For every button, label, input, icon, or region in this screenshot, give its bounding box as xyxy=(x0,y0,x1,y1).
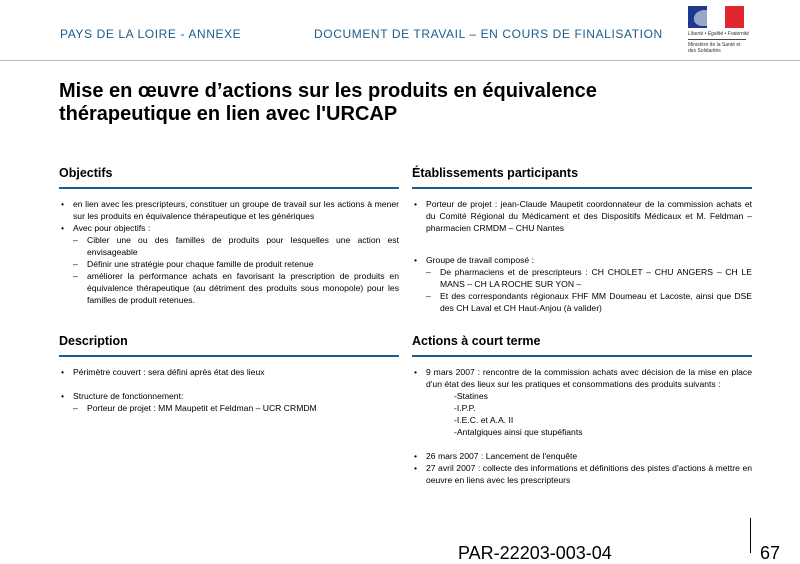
page-title: Mise en œuvre d’actions sur les produits en équivalence thérapeutique en lien avec l'URCAP xyxy=(59,80,597,125)
logo-ministry: Ministère de la Santé et des Solidarités xyxy=(688,42,741,54)
section-body xyxy=(59,198,399,306)
section-etablissements xyxy=(412,166,752,314)
product-item: -I.E.C. et A.A. II xyxy=(454,415,514,425)
header-divider xyxy=(0,60,800,61)
sub-list-item: – De pharmaciens et de prescripteurs : CH CHOLET – CHU ANGERS – CH LE MANS – CH LA ROCHE SUR YON – xyxy=(440,266,752,290)
section-body xyxy=(412,198,752,314)
list-item-label: 9 mars 2007 : rencontre de la commission achats avec décision de la mise en place d'un état des lieux sur les pratiques et consommations des produits suivants : xyxy=(426,367,752,389)
section-heading: Description xyxy=(59,334,399,357)
sub-list-item: – Porteur de projet : MM Maupetit et Feldman – UCR CRMDM xyxy=(87,402,399,414)
list-item: • en lien avec les prescripteurs, constituer un groupe de travail sur les actions à mener sur les produits en équivalence thérapeutique et les génériques xyxy=(73,198,399,222)
product-item: -I.P.P. xyxy=(454,403,476,413)
header-document-status: DOCUMENT DE TRAVAIL – EN COURS DE FINALISATION xyxy=(314,27,663,41)
list-item xyxy=(73,222,399,306)
sub-list-item: – Et des correspondants régionaux FHF MM Doumeau et Lacoste, ainsi que DSE des CH Laval et CH Haut-Anjou (à valider) xyxy=(440,290,752,314)
sub-list-item: – Cibler une ou des familles de produits pour lesquelles une action est envisageable xyxy=(87,234,399,258)
list-item-label: Groupe de travail composé : xyxy=(426,255,534,265)
list-item xyxy=(73,390,399,414)
list-item: • Porteur de projet : jean-Claude Maupetit coordonnateur de la commission achats et du Comité Régional du Médicament et des Dispositifs Médicaux et M. Feldman – pharmacien CRMDM – CHU Nantes xyxy=(426,198,752,234)
republique-francaise-logo xyxy=(686,6,750,58)
section-heading: Objectifs xyxy=(59,166,399,189)
document-reference: PAR-22203-003-04 xyxy=(458,543,612,563)
section-body xyxy=(412,366,752,486)
page-header xyxy=(0,0,800,62)
list-item: • 26 mars 2007 : Lancement de l'enquête xyxy=(426,450,752,462)
list-item xyxy=(426,254,752,314)
product-item: -Statines xyxy=(454,391,488,401)
list-item: • 27 avril 2007 : collecte des informations et définitions des pistes d'actions à mettre en oeuvre en liens avec les prescripteurs xyxy=(426,462,752,486)
product-item: -Antalgiques ainsi que stupéfiants xyxy=(454,427,583,437)
header-region-label: PAYS DE LA LOIRE - ANNEXE xyxy=(60,27,242,41)
section-description xyxy=(59,334,399,414)
footer-divider xyxy=(750,518,751,553)
list-item-label: Structure de fonctionnement: xyxy=(73,391,184,401)
list-item-label: Avec pour objectifs : xyxy=(73,223,151,233)
logo-divider xyxy=(688,39,746,40)
list-item: • Périmètre couvert : sera défini après état des lieux xyxy=(73,366,399,378)
sub-list-item: – Définir une stratégie pour chaque famille de produit retenue xyxy=(87,258,399,270)
section-heading: Établissements participants xyxy=(412,166,752,189)
section-objectifs xyxy=(59,166,399,306)
list-item xyxy=(426,366,752,438)
logo-motto: Liberté • Égalité • Fraternité xyxy=(688,31,750,37)
marianne-icon xyxy=(694,10,716,26)
sub-list-item: – améliorer la performance achats en favorisant la prescription de produits en équivalence thérapeutique (au détriment des produits sous monopole) pour les familles de produit retenues. xyxy=(87,270,399,306)
section-actions xyxy=(412,334,752,486)
section-body xyxy=(59,366,399,414)
section-heading: Actions à court terme xyxy=(412,334,752,357)
page-number: 67 xyxy=(760,543,781,563)
